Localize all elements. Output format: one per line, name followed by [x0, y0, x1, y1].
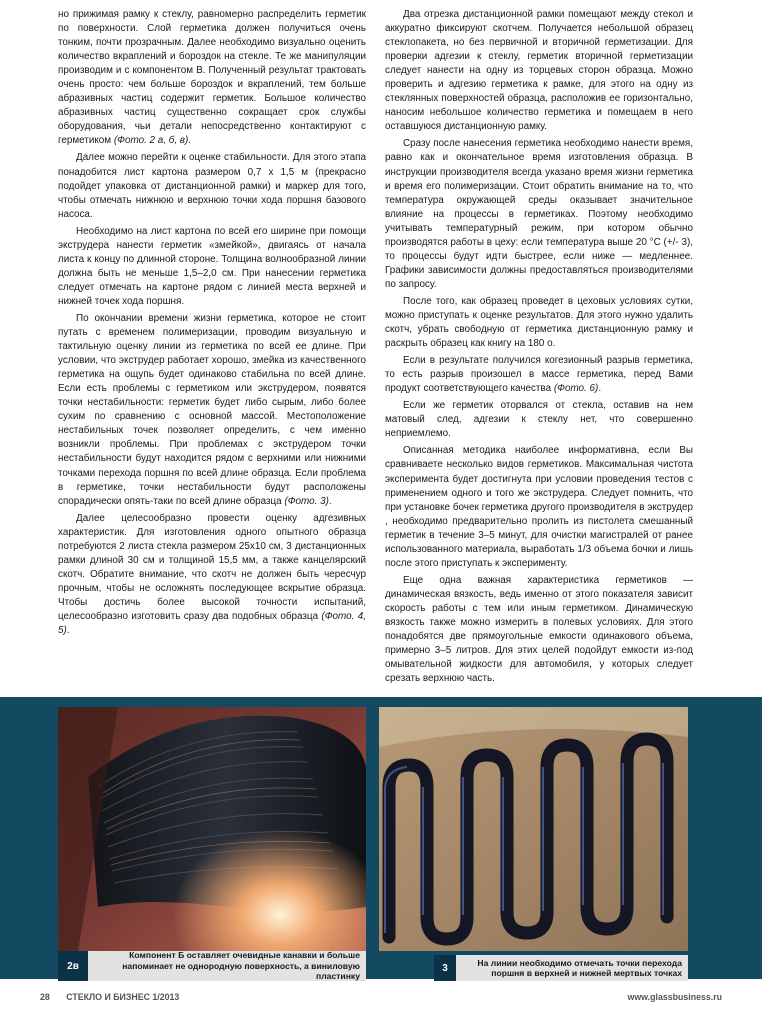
paragraph: Далее можно перейти к оценке стабильности. Для этого этапа понадобится лист картона размером 0,7 х 1,5 м (прекрасно подойдет упаковка от дистанционной рамки) и маркер для того, чтобы отмечать нижнюю и верхнюю точки хода поршня базового насоса.: [58, 152, 366, 220]
photo-caption: [58, 951, 366, 981]
paragraph: Далее целесообразно провести оценку адгезивных характеристик. Для изготовления одного опытного образца потребуются 2 листа стекла размером 25х10 см, 3 дистанционных рамки длиной 30 см и толщиной 15,5 мм, а также канцелярский скотч. Обратите внимание, что скотч не должен быть чересчур прочным, чтобы не осложнять последующее вскрытие образца. Чтобы достичь более высокой точности испытаний, целесообразно изготовить сразу два подобных образца (Фото. 4, 5).: [58, 512, 366, 637]
right-column: [385, 8, 693, 689]
paragraph: Еще одна важная характеристика герметиков — динамическая вязкость, ведь именно от этого показателя зависит скорость работы с тем или иным герметиком. Динамическую вязкость также можно измерить в полевых условиях. Для этого понадобятся две прямоугольные емкости одинакового объема, примерно 3–5 литров. Для этих целей подойдут емкости из-под омывательной жидкости для автомобиля, у которых следует срезать верхнюю часть.: [385, 574, 693, 685]
paragraph: Если в результате получился когезионный разрыв герметика, то есть разрыв произошел в массе герметика, перед Вами продукт соответствующего качества (Фото. 6).: [385, 355, 693, 395]
photo-caption: [434, 955, 688, 981]
page-number: 28: [40, 992, 50, 1002]
website-link[interactable]: www.glassbusiness.ru: [627, 992, 722, 1002]
photo-number: 3: [434, 955, 456, 981]
caption-text: На линии необходимо отмечать точки перехода поршня в верхней и нижней мертвых точках: [477, 957, 682, 978]
caption-text: Компонент Б оставляет очевидные канавки и больше напоминает не однородную поверхность, а виниловую пластинку: [122, 950, 360, 982]
photo-sealant-grooves: [58, 707, 366, 951]
paragraph: Сразу после нанесения герметика необходимо нанести время, равно как и окончательное время изготовления образца. В инструкции производителя всегда указано время жизни герметика и время его полимеризации. Стоит обратить внимание на то, что температура окружающей среды оказывает значительное влияние на процессы в герметиках. Поэтому необходимо учитывать температурный режим, при котором обычно производятся работы в цеху: если температура выше 20 °С (+/- 3), то процессы будут идти быстрее, если ниже — медленнее. Графики зависимости должны предоставляться производителями по запросу.: [385, 138, 693, 290]
magazine-title: СТЕКЛО И БИЗНЕС 1/2013: [66, 992, 180, 1002]
paragraph: но прижимая рамку к стеклу, равномерно распределить герметик по поверхности. Слой герметика должен получиться очень тонким, почти прозрачным. Далее необходимо визуально оценить количество вкраплений и бороздок на стекле. Те же манипуляции производим и с компонентом В. Полученный результат трактовать очень просто: чем больше бороздок и вкраплений, тем больше абразивных частиц содержит герметик. Большое количество абразивных частиц существенно сокращает срок службы оборудования, чьи детали непосредственно контактируют с герметиком (Фото. 2 а, б, в).: [58, 9, 366, 147]
paragraph: После того, как образец проведет в цеховых условиях сутки, можно приступать к оценке результатов. Для этого нужно удалить скотч, убрать свободную от герметика дистанционную рамку и раскрыть образец как книгу на 180 о.: [385, 295, 693, 350]
page-footer: [40, 992, 722, 1002]
paragraph: По окончании времени жизни герметика, которое не стоит путать с временем полимеризации, проводим визуальную и тактильную оценку линии из герметика по всей ее длине. При условии, что экструдер работает хорошо, змейка из качественного герметика на ощупь будет одинаково стабильна по всей длине. Если есть проблемы с герметиком или экструдером, появятся точки нестабильности: герметик будет либо сырым, либо более сухим по сравнению с основной массой. Местоположение нестабильных точек позволяет определить, с чем именно возникли проблемы. При проблемах с экструдером точки нестабильности будут находится рядом с верхними или нижними точками перехода поршня по всей длине образца. Если проблема в герметике, точки нестабильности будут расположены спорадически опять-таки по всей длине образца (Фото. 3).: [58, 312, 366, 507]
photo-sealant-snake: [379, 707, 688, 951]
paragraph: Если же герметик оторвался от стекла, оставив на нем матовый след, адгезии к стеклу нет, что совершенно неприемлемо.: [385, 400, 693, 440]
paragraph: Два отрезка дистанционной рамки помещают между стекол и аккуратно фиксируют скотчем. Получается небольшой образец стеклопакета, но без первичной и вторичной герметизации. Для проверки адгезии к стеклу, герметик вторичной герметизации следует нанести на одну из торцевых сторон образца. Можно проверить и адгезию герметика к рамке, для этого на одну из стеклянных поверхностей образца, расположив ее горизонтально, наносим небольшое количество герметика и помещаем в него оставшуюся дистанционную рамку.: [385, 9, 693, 133]
paragraph: Описанная методика наиболее информативна, если Вы сравниваете несколько видов герметиков. Максимальная чистота эксперимента будет достигнута при условии проведения тестов с применением одного и того же экструдера. Следует помнить, что при установке бочек герметика другого производителя в экструдер , необходимо предварительно пролить из пистолета смешанный герметик в течение 3–5 минут, для очистки магистралей от ранее использованного материала, выработать 1/3 объема бочки и лишь после этого приступать к эксперименту.: [385, 445, 693, 569]
paragraph: Необходимо на лист картона по всей его ширине при помощи экструдера нанести герметик «змейкой», двигаясь от начала листа к концу по длинной стороне. Толщина волнообразной линии должна быть не меньше 1,5–2,0 см. При нанесении герметика следует отмечать на картоне рядом с линией места верхней и нижней точек хода поршня.: [58, 225, 366, 307]
photo-number: 2в: [58, 951, 88, 981]
left-column: [58, 8, 366, 641]
